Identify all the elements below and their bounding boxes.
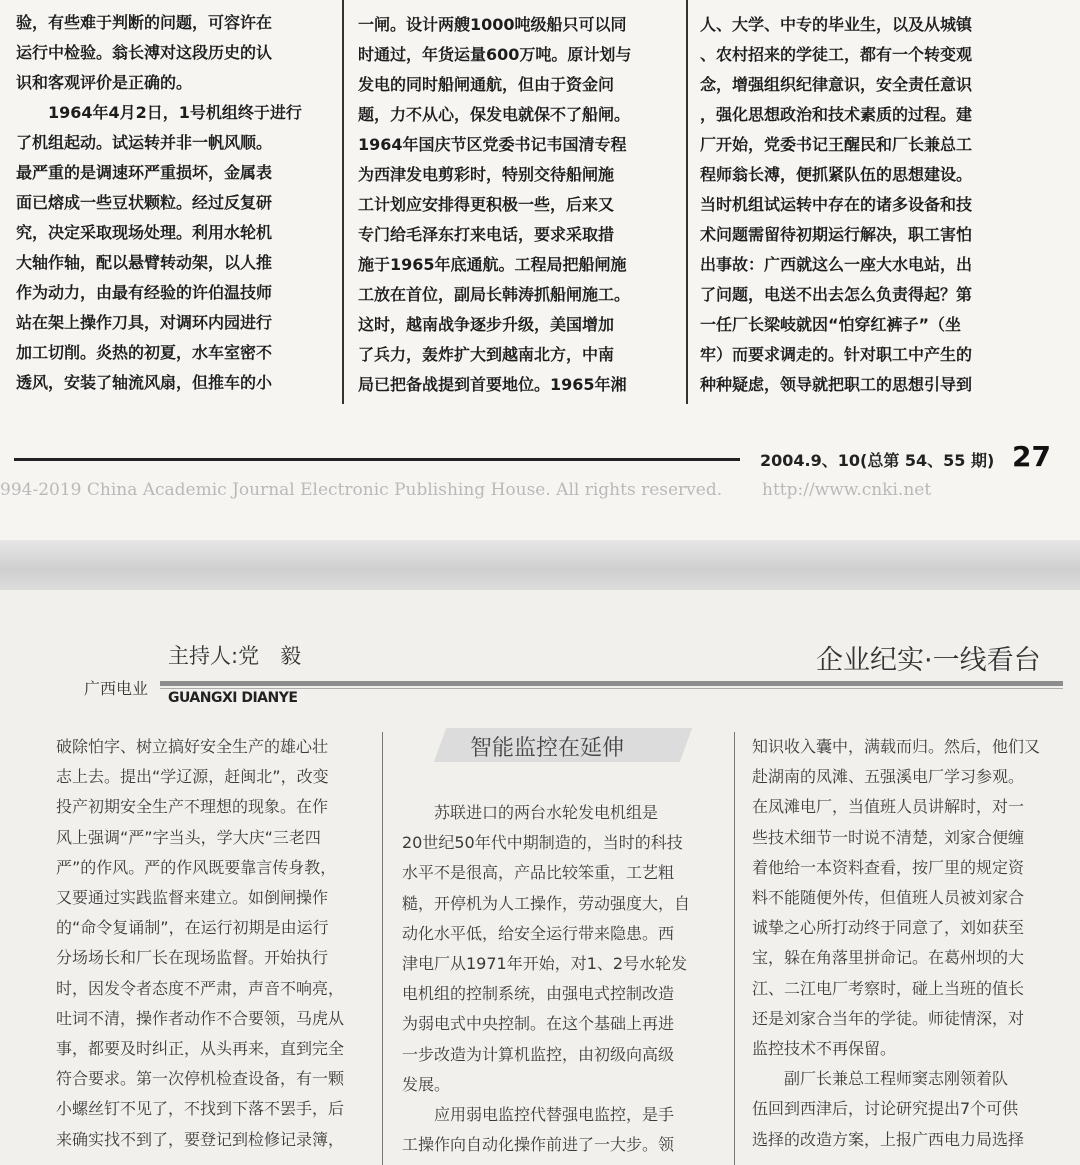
text-line: 赴湖南的凤滩、五强溪电厂学习参观。 (752, 767, 1025, 787)
copyright-watermark: 994-2019 China Academic Journal Electronic Publishing House. All rights reserved. (0, 480, 723, 500)
text-line: 江、二江电厂考察时，碰上当班的值长 (752, 978, 1025, 998)
text-line: 了问题，电送不出去怎么负责得起？第 (700, 285, 973, 304)
text-line: 这时，越南战争逐步升级，美国增加 (358, 315, 615, 334)
text-line: 专门给毛泽东打来电话，要求采取措 (358, 225, 615, 244)
text-line: 加工切削。炎热的初夏，水车室密不 (16, 343, 273, 362)
text-line: 施于1965年底通航。工程局把船闸施 (358, 255, 627, 274)
text-line: 识和客观评价是正确的。 (16, 73, 193, 92)
text-line: 为西津发电剪彩时，特别交待船闸施 (358, 165, 615, 184)
lower-column-2 (402, 798, 720, 1165)
text-line: 厂开始，党委书记王醒民和厂长兼总工 (700, 135, 973, 154)
text-line: 着他给一本资料查看，按厂里的规定资 (752, 857, 1025, 877)
text-line: 符合要求。第一次停机检查设备，有一颗 (56, 1069, 345, 1089)
text-line: 面已熔成一些豆状颗粒。经过反复研 (16, 193, 273, 212)
text-line: 小螺丝钉不见了，不找到下落不罢手，后 (56, 1099, 345, 1119)
text-line: 破除怕字、树立搞好安全生产的雄心壮 (56, 737, 329, 756)
text-line: 一闸。设计两艘1000吨级船只可以同 (358, 15, 627, 34)
text-line: 吐词不清，操作者动作不合要领，马虎从 (56, 1008, 345, 1028)
host-line: 主持人:党 毅 (168, 644, 302, 668)
text-line: 些技术细节一时说不清楚，刘家合便缠 (752, 827, 1025, 847)
column-divider (734, 732, 735, 1165)
upper-column-2 (358, 10, 674, 406)
text-line: 题，力不从心，保发电就保不了船闸。 (358, 105, 631, 124)
text-line: 局已把备战提到首要地位。1965年湘 (358, 375, 627, 394)
text-line: 程师翁长溥，便抓紧队伍的思想建设。 (700, 165, 973, 184)
text-line: 了兵力，轰炸扩大到越南北方，中南 (358, 345, 615, 364)
text-line: 工计划应安排得更积极一些，后来又 (358, 195, 615, 214)
text-line: 宝，躲在角落里拼命记。在葛州坝的大 (752, 948, 1025, 968)
text-line: 电机组的控制系统，由强电式控制改造 (402, 984, 675, 1004)
column-divider (342, 0, 344, 404)
text-line: 作为动力，由最有经验的许伯温技师 (16, 283, 273, 302)
text-line: 透风，安装了轴流风扇，但推车的小 (16, 373, 273, 392)
text-line: 工操作向自动化操作前进了一大步。领 (402, 1135, 675, 1155)
text-line: 严”的作风。严的作风既要靠言传身教， (56, 857, 337, 877)
text-line: 了机组起动。试运转并非一帆风顺。 (16, 133, 273, 152)
text-line: 苏联进口的两台水轮发电机组是 (402, 803, 659, 822)
text-line: 分场场长和厂长在现场监督。开始执行 (56, 948, 329, 968)
text-line: 发电的同时船闸通航，但由于资金问 (358, 75, 615, 94)
upper-column-3 (700, 10, 1030, 406)
upper-column-1 (16, 8, 334, 404)
article-headline: 智能监控在延伸 (470, 736, 625, 761)
text-line: 选择的改造方案，上报广西电力局选择 (752, 1129, 1025, 1149)
text-line: 当时机组试运转中存在的诸多设备和技 (700, 195, 973, 214)
text-line: 又要通过实践监督来建立。如倒闸操作 (56, 888, 329, 908)
text-line: 一步改造为计算机监控，由初级向高级 (402, 1044, 675, 1064)
column-divider (686, 0, 688, 404)
lower-column-1 (56, 732, 370, 1165)
text-line: 津电厂从1971年开始，对1、2号水轮发 (402, 954, 688, 974)
text-line: 、农村招来的学徒工，都有一个转变观 (700, 45, 973, 64)
text-line: 念，增强组织纪律意识，安全责任意识 (700, 75, 973, 94)
text-line: 种种疑虑，领导就把职工的思想引导到 (700, 375, 973, 394)
text-line: 动化水平低，给安全运行带来隐患。西 (402, 923, 675, 943)
column-divider (382, 732, 383, 1165)
text-line: 人、大学、中专的毕业生，以及从城镇 (700, 15, 973, 34)
text-line: 出事故：广西就这么一座大水电站，出 (700, 255, 973, 274)
text-line: 监控技术不再保留。 (752, 1039, 897, 1059)
text-line: 应用弱电监控代替强电监控，是手 (402, 1105, 675, 1125)
header-bar (160, 681, 1063, 686)
text-line: 事，都要及时纠正，从头再来，直到完全 (56, 1039, 345, 1059)
text-line: 最严重的是调速环严重损坏，金属表 (16, 163, 273, 182)
text-line: 20世纪50年代中期制造的，当时的科技 (402, 833, 683, 853)
text-line: 站在架上操作刀具，对调环内园进行 (16, 313, 273, 332)
text-line: 的“命令复诵制”，在运行初期是由运行 (56, 918, 329, 938)
text-line: 水平不是很高，产品比较笨重，工艺粗 (402, 863, 675, 883)
magazine-name-en: GUANGXI DIANYE (168, 690, 298, 706)
issue-info: 2004.9、10(总第 54、55 期) (760, 451, 995, 470)
magazine-name-cn: 广西电业 (84, 679, 149, 698)
cnki-url-watermark: http://www.cnki.net (762, 480, 932, 500)
text-line: 来确实找不到了，要登记到检修记录簿， (56, 1129, 345, 1149)
text-line: 1964年国庆节区党委书记韦国清专程 (358, 135, 627, 154)
lower-column-3 (752, 732, 1070, 1165)
text-line: 运行中检验。翁长溥对这段历史的认 (16, 43, 273, 62)
text-line: 还是刘家合当年的学徒。师徒情深，对 (752, 1008, 1025, 1028)
text-line: 在凤滩电厂，当值班人员讲解时，对一 (752, 797, 1025, 817)
text-line: 术问题需留待初期运行解决，职工害怕 (700, 225, 973, 244)
text-line: 一任厂长梁岐就因“怕穿红裤子”（坐 (700, 315, 962, 334)
text-line: 工放在首位，副局长韩涛抓船闸施工。 (358, 285, 631, 304)
text-line: 发展。 (402, 1074, 451, 1094)
page-number: 27 (1012, 440, 1051, 473)
text-line: 料不能随便外传，但值班人员被刘家合 (752, 888, 1025, 908)
column-title: 企业纪实·一线看台 (816, 645, 1041, 676)
page-gap (0, 540, 1080, 590)
text-line: 知识收入囊中，满载而归。然后，他们又 (752, 737, 1041, 756)
text-line: 牢）而要求调走的。针对职工中产生的 (700, 345, 973, 364)
text-line: 时，因发令者态度不严肃，声音不响亮， (56, 978, 345, 998)
text-line: 志上去。提出“学辽源，赶闽北”，改变 (56, 767, 329, 787)
header-bar-thin (160, 688, 1063, 689)
text-line: 糙，开停机为人工操作，劳动强度大，自 (402, 893, 691, 913)
text-line: 风上强调“严”字当头，学大庆“三老四 (56, 827, 321, 847)
text-line: 验，有些难于判断的问题，可容许在 (16, 13, 273, 32)
text-line: ，强化思想政治和技术素质的过程。建 (700, 105, 973, 124)
text-line: 投产初期安全生产不理想的现象。在作 (56, 797, 329, 817)
text-line: 究，决定采取现场处理。利用水轮机 (16, 223, 273, 242)
text-line: 为弱电式中央控制。在这个基础上再进 (402, 1014, 675, 1034)
footer-rule (14, 458, 740, 461)
text-line: 时通过，年货运量600万吨。原计划与 (358, 45, 632, 64)
text-line: 诚挚之心所打动终于同意了，刘如获至 (752, 918, 1025, 938)
text-line: 伍回到西津后，讨论研究提出7个可供 (752, 1099, 1019, 1119)
text-line: 1964年4月2日，1号机组终于进行 (16, 103, 302, 122)
text-line: 副厂长兼总工程师窦志刚领着队 (752, 1069, 1009, 1089)
text-line: 大轴作轴，配以悬臂转动架，以人推 (16, 253, 273, 272)
